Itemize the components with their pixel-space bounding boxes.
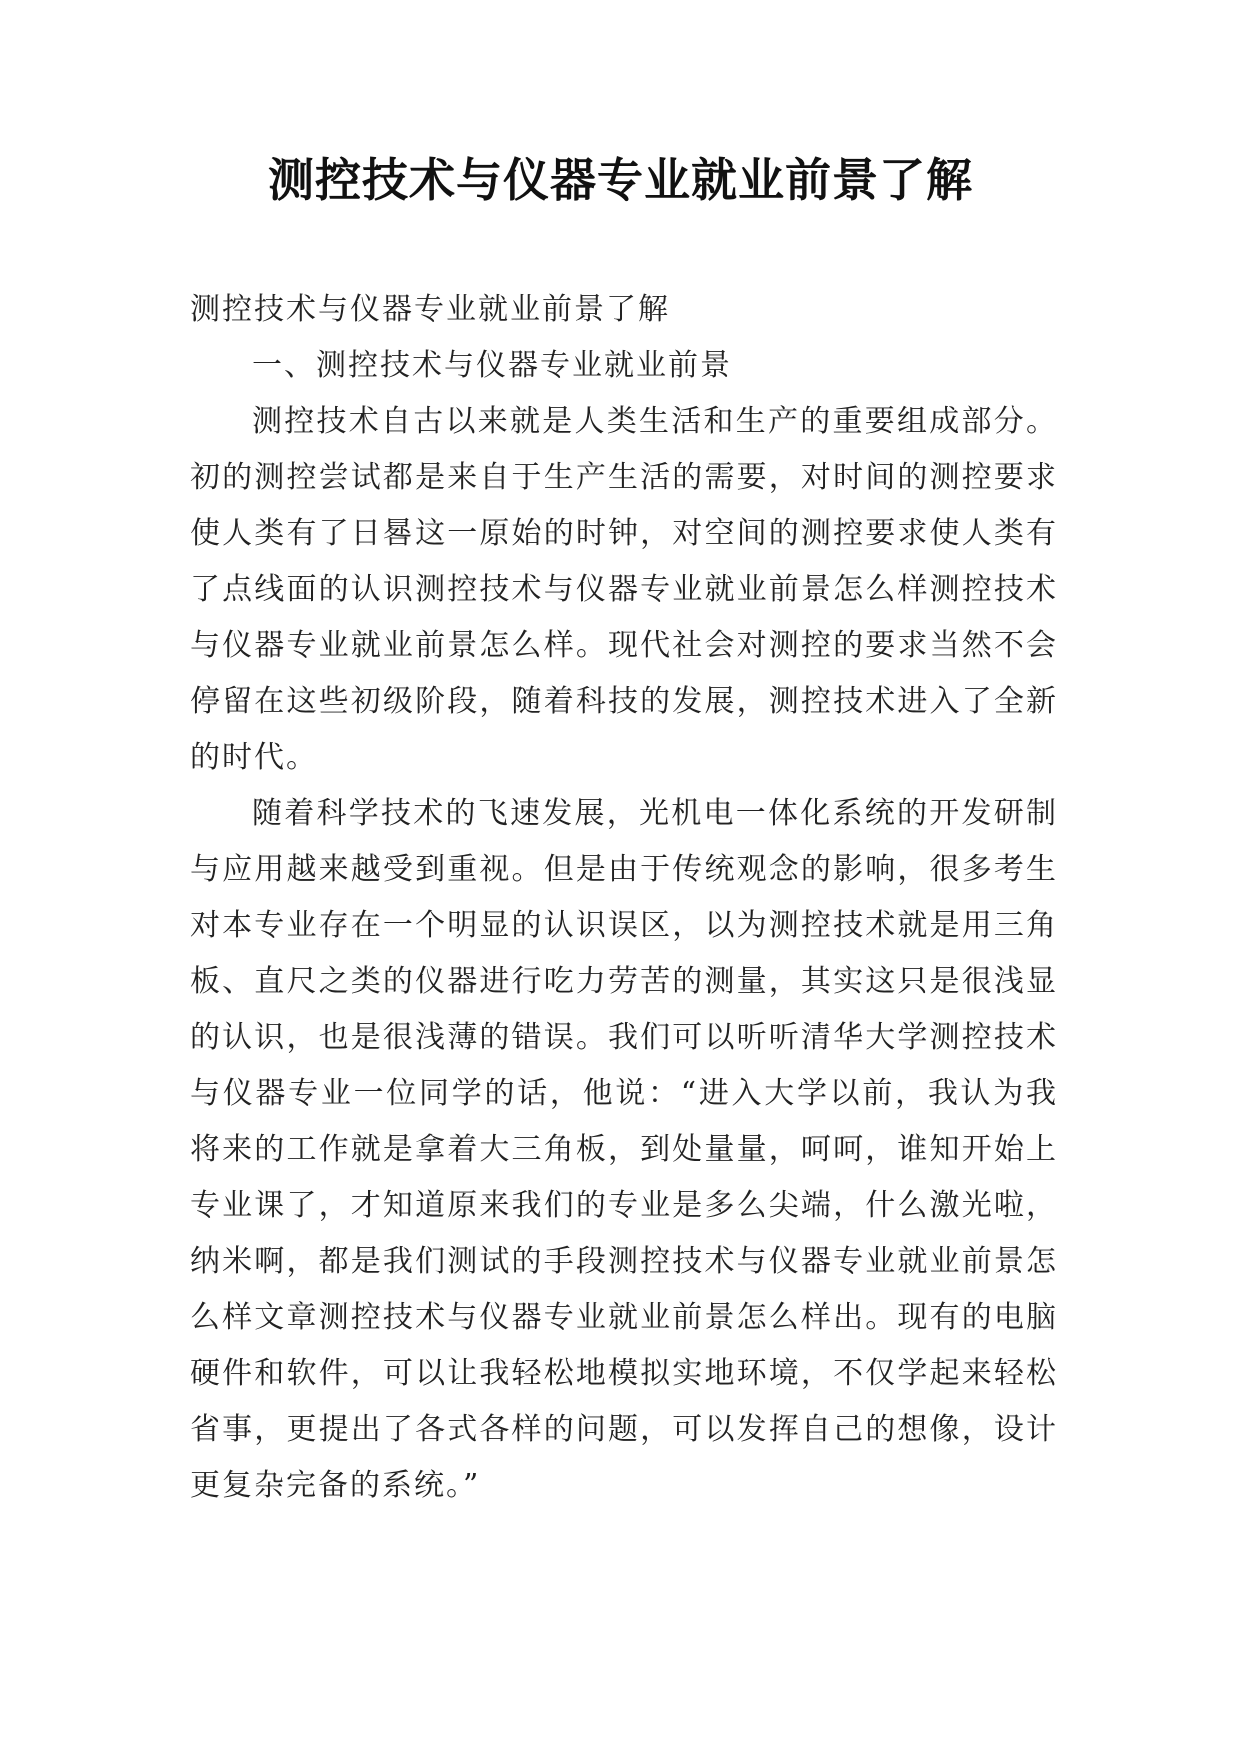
document-subtitle: 测控技术与仪器专业就业前景了解 <box>190 292 670 327</box>
document-title: 测控技术与仪器专业就业前景了解 <box>268 153 973 207</box>
paragraph-1: 测控技术自古以来就是人类生活和生产的重要组成部分。初的测控尝试都是来自于生产生活的需要，对时间的测控要求使人类有了日晷这一原始的时钟，对空间的测控要求使人类有了点线面的认识测控技术与仪器专业就业前景怎么样测控技术与仪器专业就业前景怎么样。现代社会对测控的要求当然不会停留在这些初级阶段，随着科技的发展，测控技术进入了全新的时代。 <box>190 404 1058 775</box>
paragraph-2: 随着科学技术的飞速发展，光机电一体化系统的开发研制与应用越来越受到重视。但是由于传统观念的影响，很多考生对本专业存在一个明显的认识误区，以为测控技术就是用三角板、直尺之类的仪器进行吃力劳苦的测量，其实这只是很浅显的认识，也是很浅薄的错误。我们可以听听清华大学测控技术与仪器专业一位同学的话，他说：“进入大学以前，我认为我将来的工作就是拿着大三角板，到处量量，呵呵，谁知开始上专业课了，才知道原来我们的专业是多么尖端，什么激光啦，纳米啊，都是我们测试的手段测控技术与仪器专业就业前景怎么样文章测控技术与仪器专业就业前景怎么样出。现有的电脑硬件和软件，可以让我轻松地模拟实地环境，不仅学起来轻松省事，更提出了各式各样的问题，可以发挥自己的想像，设计更复杂完备的系统。” <box>190 796 1058 1503</box>
document-body <box>190 282 1058 1514</box>
section-heading: 一、测控技术与仪器专业就业前景 <box>252 348 732 383</box>
